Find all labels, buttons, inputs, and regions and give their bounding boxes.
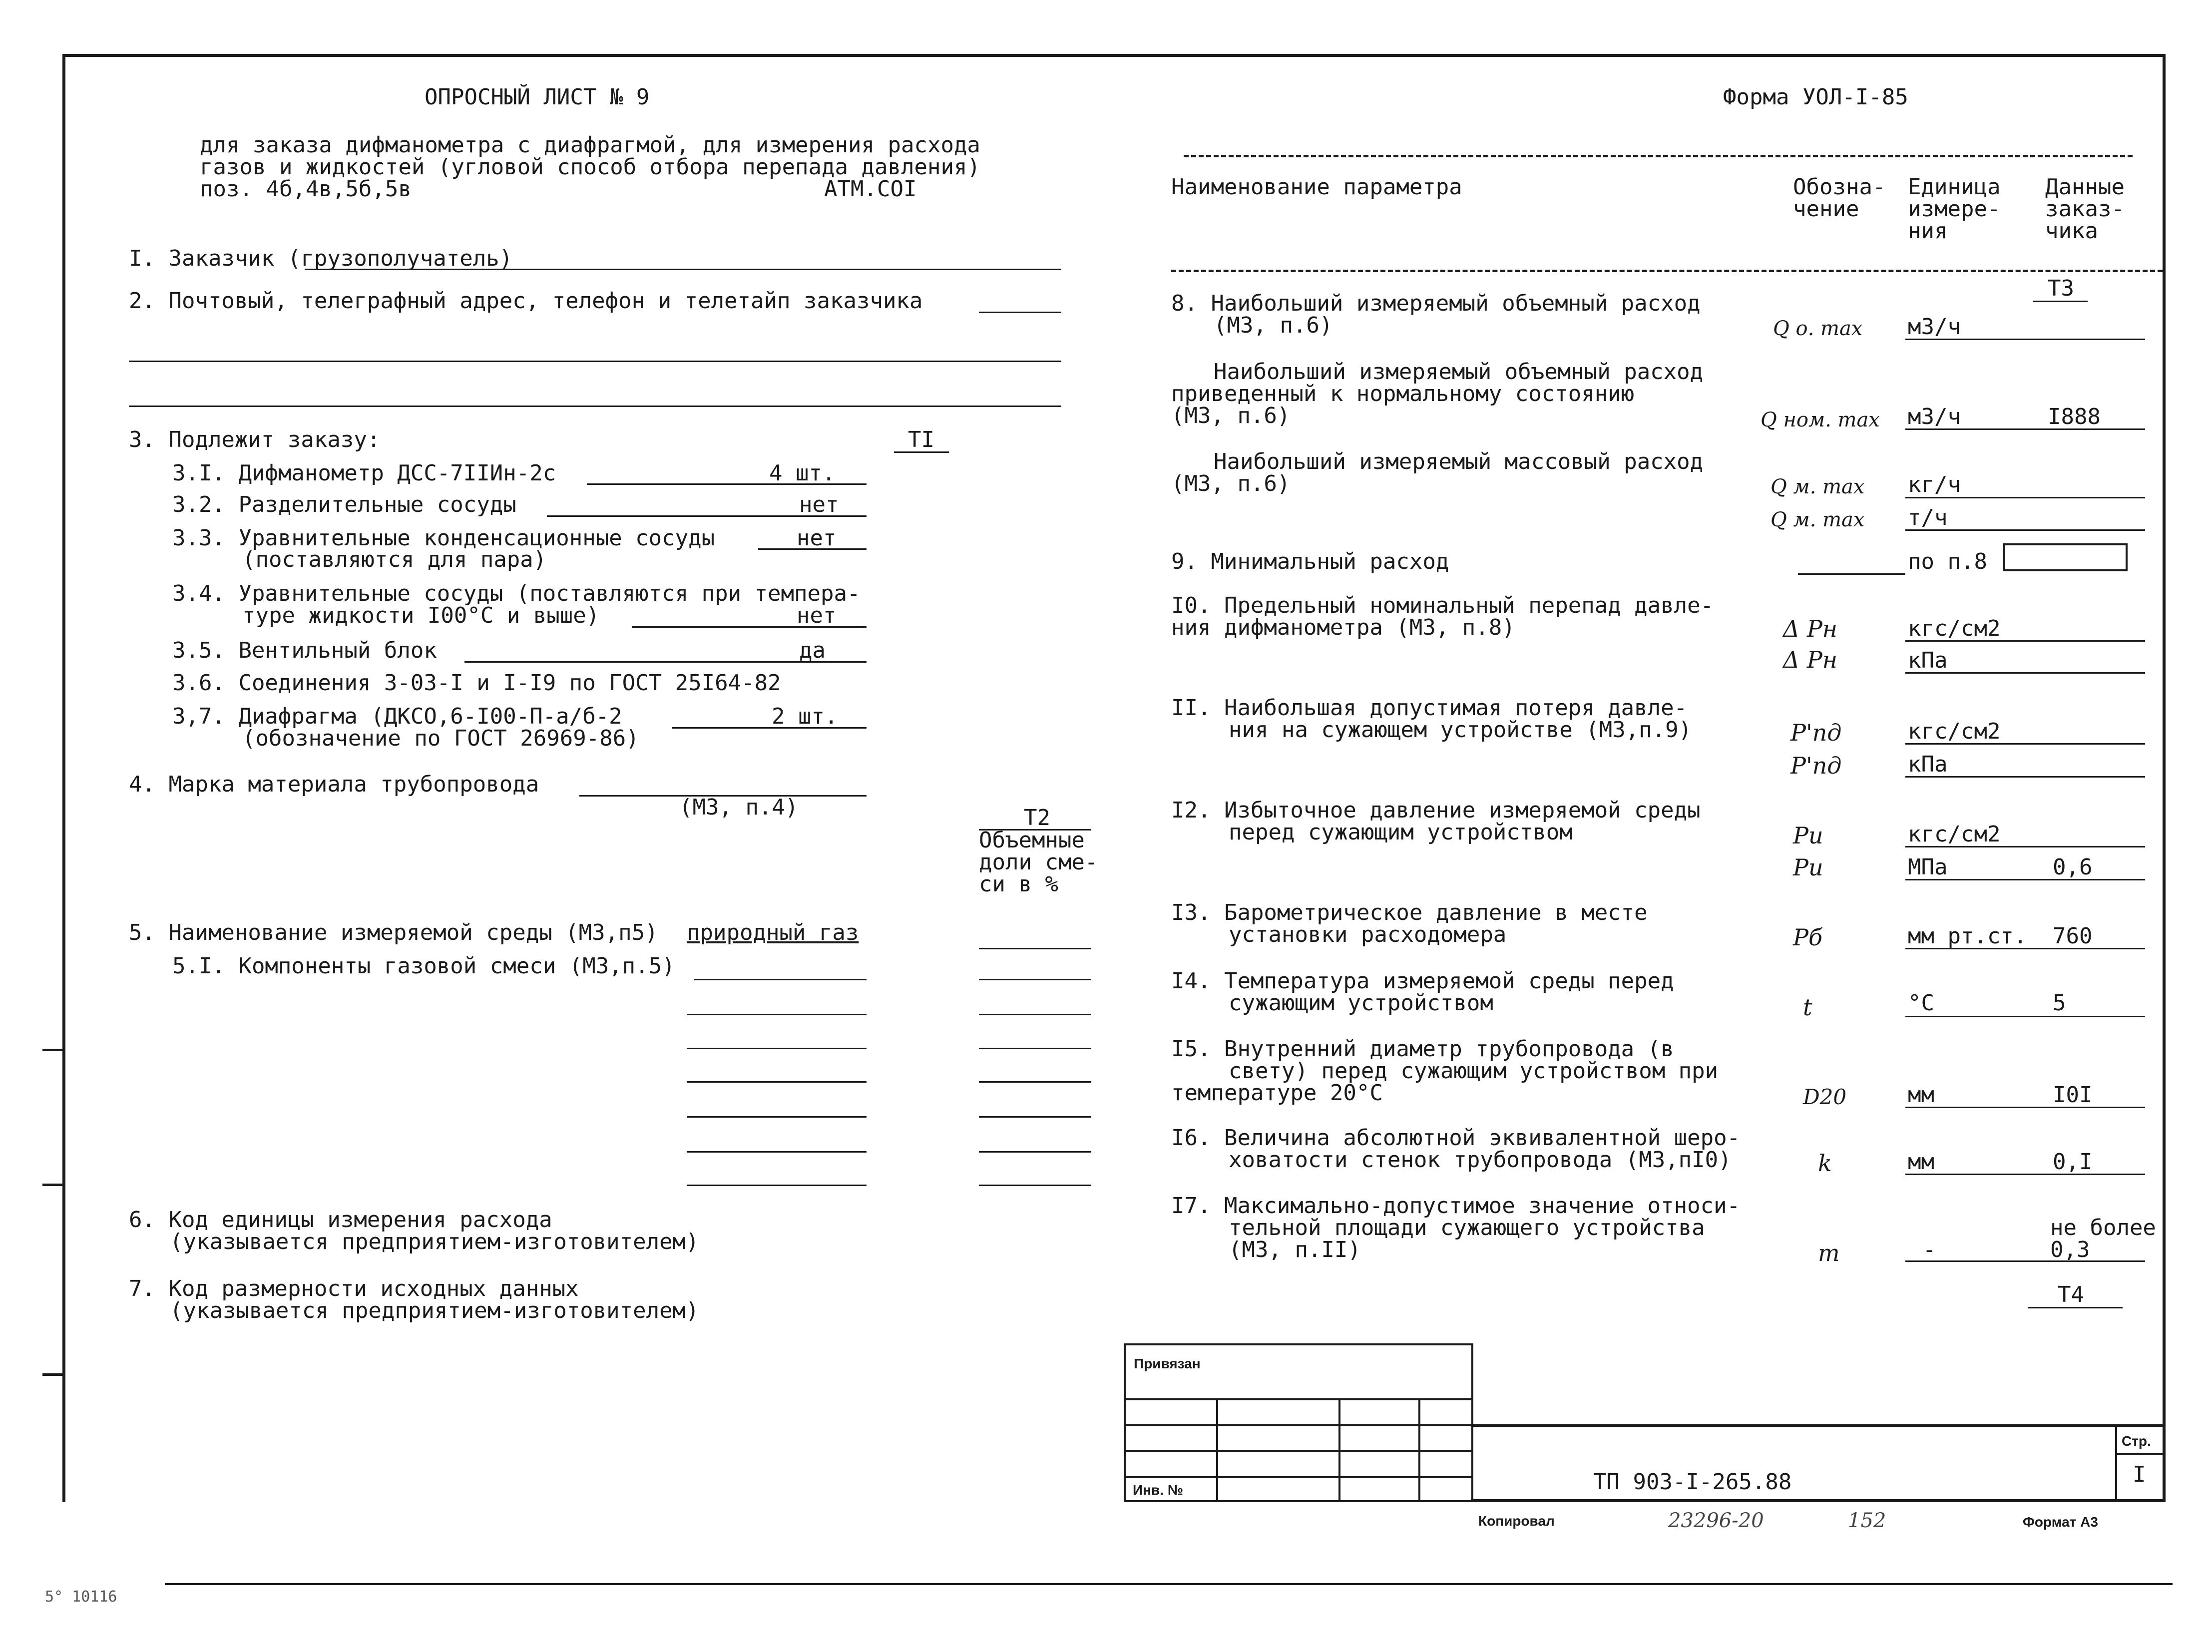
- param-16-line-2: ховатости стенок трубопровода (МЗ,пI0): [1229, 1147, 1732, 1173]
- param-11-symbol-1: P'пд: [1790, 719, 1842, 746]
- item-3-7-value: 2 шт.: [772, 704, 838, 729]
- item-3-5-value: да: [799, 638, 826, 663]
- param-12-symbol-1: Pи: [1793, 822, 1823, 849]
- frame-right: [2163, 54, 2166, 1502]
- param-9-unit: по п.8: [1908, 549, 1987, 574]
- param-17-unit: -: [1923, 1237, 1936, 1262]
- stamp-h-1: [1124, 1398, 1473, 1400]
- item-5-1-line-2[interactable]: [687, 1014, 867, 1015]
- param-10-symbol-1: Δ Pн: [1783, 615, 1838, 642]
- param-16-line-1: I6. Величина абсолютной эквивалентной шеро-: [1171, 1125, 1741, 1151]
- item-3-4-line[interactable]: [632, 626, 867, 628]
- param-15-symbol: D20: [1803, 1085, 1847, 1109]
- item-3-4-value: нет: [797, 603, 837, 628]
- param-12-unit-2: МПа: [1908, 854, 1948, 880]
- item-3-4-line-2: туре жидкости I00°С и выше): [242, 603, 600, 628]
- param-12-line-2: перед сужающим устройством: [1229, 820, 1573, 845]
- param-16-line-field[interactable]: [1905, 1174, 2145, 1175]
- page-box-divider: [2115, 1453, 2165, 1455]
- item-3: 3. Подлежит заказу:: [129, 427, 381, 452]
- param-8-line-2: (МЗ, п.6): [1214, 313, 1333, 338]
- param-14-line-field[interactable]: [1905, 1016, 2145, 1017]
- param-8c-unit: м3/ч: [1908, 404, 1961, 429]
- param-8-unit: м3/ч: [1908, 314, 1961, 340]
- mix-header-2: доли сме-: [979, 849, 1098, 875]
- left-tick-1: [42, 1049, 62, 1051]
- param-9-value-box[interactable]: [2003, 543, 2128, 571]
- item-3-2-line[interactable]: [547, 515, 867, 517]
- param-8c-line-3: (МЗ, п.6): [1171, 403, 1291, 428]
- param-17-value-1: не более: [2050, 1215, 2156, 1240]
- param-10-line-1: I0. Предельный номинальный перепад давле-: [1171, 593, 1714, 618]
- margin-code: 5° 10116: [45, 1588, 117, 1606]
- param-11-symbol-2: P'пд: [1790, 752, 1842, 779]
- mix-line-7[interactable]: [979, 1151, 1091, 1153]
- item-5-1: 5.I. Компоненты газовой смеси (МЗ,п.5): [172, 953, 675, 979]
- param-10-line-2-field[interactable]: [1905, 672, 2145, 674]
- form-code: Форма УОЛ-I-85: [1723, 84, 1908, 110]
- stamp-h-3: [1124, 1450, 1473, 1452]
- param-8c-line[interactable]: [1905, 428, 2145, 430]
- title-block-top: [1471, 1424, 2165, 1427]
- col-header-unit-1: Единица: [1908, 174, 2001, 200]
- param-8-unit-line[interactable]: [1905, 339, 2145, 340]
- item-1-line[interactable]: [305, 269, 1061, 270]
- header-dash-top: [1184, 155, 2133, 157]
- copied-number: 23296-20: [1668, 1509, 1764, 1532]
- left-tick-2: [42, 1184, 62, 1186]
- item-2-line-2[interactable]: [129, 361, 1061, 362]
- item-3-1-value: 4 шт.: [769, 460, 836, 486]
- param-15-value: I0I: [2053, 1082, 2093, 1108]
- title-block-doc: ТП 903-I-265.88: [1593, 1469, 1792, 1495]
- param-8d-line-1-field[interactable]: [1905, 497, 2145, 498]
- param-17-line-2: тельной площади сужающего устройства: [1229, 1215, 1705, 1240]
- mix-line-5[interactable]: [979, 1081, 1091, 1083]
- tag-t1: TI: [908, 427, 934, 452]
- param-15-line-field[interactable]: [1905, 1107, 2145, 1108]
- format-label: Формат А3: [2023, 1514, 2098, 1530]
- mix-line-1[interactable]: [979, 948, 1091, 949]
- mix-header-3: си в %: [979, 871, 1058, 897]
- item-2: 2. Почтовый, телеграфный адрес, телефон и телетайп заказчика: [129, 288, 923, 314]
- tag-t3: Т3: [2048, 276, 2074, 301]
- col-header-designation-1: Обозна-: [1793, 174, 1886, 200]
- param-11-line-2: ния на сужающем устройстве (МЗ,п.9): [1229, 717, 1692, 743]
- param-13-line-2: установки расходомера: [1229, 922, 1507, 947]
- item-3-7-line-2: (обозначение по ГОСТ 26969-86): [242, 726, 639, 751]
- item-3-3-line-1: 3.3. Уравнительные конденсационные сосуды: [172, 525, 715, 551]
- param-8-symbol: Q о. max: [1773, 317, 1863, 340]
- stamp-h-4: [1124, 1476, 1473, 1478]
- param-16-unit: мм: [1908, 1149, 1934, 1175]
- header-dash-bottom: [1171, 270, 2163, 272]
- item-5-1-line-4[interactable]: [687, 1081, 867, 1083]
- param-8-line-1: 8. Наибольший измеряемый объемный расход: [1171, 291, 1701, 316]
- item-5-value: природный газ: [687, 920, 859, 945]
- param-13-line-field[interactable]: [1905, 948, 2145, 949]
- param-8d-line-1: Наибольший измеряемый массовый расход: [1214, 449, 1704, 474]
- param-15-line-1: I5. Внутренний диаметр трубопровода (в: [1171, 1036, 1674, 1062]
- page-label: Стр.: [2122, 1433, 2151, 1449]
- item-3-7-line[interactable]: [672, 727, 867, 729]
- bottom-edge-line: [165, 1583, 2173, 1585]
- param-8c-line-1: Наибольший измеряемый объемный расход: [1214, 359, 1704, 385]
- tag-t3-line: [2033, 301, 2088, 302]
- stamp-v-1: [1216, 1398, 1218, 1502]
- param-14-symbol: t: [1803, 994, 1812, 1021]
- item-7-line-1: 7. Код размерности исходных данных: [129, 1276, 579, 1301]
- param-8d-unit-2: т/ч: [1908, 505, 1948, 530]
- col-header-unit-2: измере-: [1908, 196, 2001, 222]
- subtitle-line-1: для заказа дифманометра с диафрагмой, для измерения расхода: [200, 132, 980, 158]
- param-8d-symbol-2: Q м. max: [1770, 508, 1865, 531]
- param-8d-line-2: (МЗ, п.6): [1171, 471, 1291, 496]
- frame-left: [62, 54, 65, 1502]
- page-number: I: [2133, 1462, 2146, 1487]
- stamp-inv-label: Инв. №: [1133, 1482, 1184, 1498]
- left-tick-3: [42, 1373, 62, 1376]
- mix-line-4[interactable]: [979, 1048, 1091, 1049]
- tag-t1-line: [894, 451, 949, 453]
- mix-line-8[interactable]: [979, 1185, 1091, 1186]
- param-17-value-2: 0,3: [2050, 1237, 2090, 1262]
- param-11-line-1-field[interactable]: [1905, 743, 2145, 745]
- item-3-5-line[interactable]: [464, 661, 867, 663]
- param-10-line-2: ния дифманометра (МЗ, п.8): [1171, 615, 1515, 640]
- param-11-unit-2: кПа: [1908, 752, 1948, 777]
- param-8d-line-2-field[interactable]: [1905, 529, 2145, 531]
- frame-bottom-right: [1471, 1499, 2165, 1502]
- param-12-line-1: I2. Избыточное давление измеряемой среды: [1171, 798, 1701, 823]
- tag-t4-line: [2028, 1307, 2123, 1308]
- item-2-line-3[interactable]: [129, 406, 1061, 407]
- tag-t2: Т2: [1024, 805, 1050, 830]
- param-11-line-1: II. Наибольшая допустимая потеря давле-: [1171, 695, 1688, 721]
- param-12-symbol-2: Pи: [1793, 854, 1823, 881]
- param-17-line-1: I7. Максимально-допустимое значение относи-: [1171, 1193, 1741, 1219]
- param-13-symbol: Pб: [1793, 924, 1823, 951]
- col-header-designation-2: чение: [1793, 196, 1859, 222]
- item-5-1-line-3[interactable]: [687, 1048, 867, 1049]
- param-11-unit-1: кгс/см2: [1908, 719, 2001, 744]
- param-16-symbol: k: [1818, 1150, 1832, 1177]
- param-13-line-1: I3. Барометрическое давление в месте: [1171, 900, 1648, 925]
- sheet-number: 152: [1848, 1509, 1886, 1532]
- param-17-line-field[interactable]: [1905, 1260, 2145, 1262]
- param-12-line-1-field[interactable]: [1905, 846, 2145, 847]
- item-5-1-line-5[interactable]: [687, 1116, 867, 1118]
- param-8c-value: I888: [2048, 404, 2101, 429]
- param-14-unit: °С: [1908, 990, 1934, 1016]
- param-15-line-2: свету) перед сужающим устройством при: [1229, 1058, 1719, 1084]
- mix-line-6[interactable]: [979, 1116, 1091, 1118]
- stamp-h-2: [1124, 1424, 1473, 1426]
- copied-label: Копировал: [1478, 1513, 1555, 1529]
- param-12-unit-1: кгс/см2: [1908, 822, 2001, 847]
- item-3-5: 3.5. Вентильный блок: [172, 638, 437, 663]
- param-17-line-3: (МЗ, п.II): [1229, 1237, 1361, 1262]
- item-3-1: 3.I. Дифманометр ДСС-7IIИн-2с: [172, 460, 556, 486]
- item-3-3-line[interactable]: [758, 548, 867, 550]
- param-14-value: 5: [2053, 990, 2066, 1016]
- item-3-2: 3.2. Разделительные сосуды: [172, 492, 516, 517]
- mix-header-1: Объемные: [979, 827, 1085, 853]
- param-9-symbol-line[interactable]: [1798, 573, 1905, 575]
- param-11-line-2-field[interactable]: [1905, 776, 2145, 778]
- param-15-line-3: температуре 20°С: [1171, 1080, 1383, 1106]
- frame-top: [62, 54, 2165, 57]
- param-12-line-2-field[interactable]: [1905, 879, 2145, 880]
- param-13-value: 760: [2053, 923, 2093, 949]
- param-13-unit: мм рт.ст.: [1908, 923, 2027, 949]
- stamp-v-2: [1338, 1398, 1340, 1502]
- param-10-line-1-field[interactable]: [1905, 640, 2145, 642]
- item-4-ref: (МЗ, п.4): [679, 795, 799, 820]
- param-9: 9. Минимальный расход: [1171, 549, 1449, 574]
- col-header-data-3: чика: [2045, 218, 2098, 244]
- item-6-line-1: 6. Код единицы измерения расхода: [129, 1207, 552, 1233]
- item-5: 5. Наименование измеряемой среды (МЗ,п5): [129, 920, 658, 945]
- item-1: I. Заказчик (грузополучатель): [129, 246, 513, 271]
- param-10-unit-1: кгс/см2: [1908, 616, 2001, 641]
- param-16-value: 0,I: [2053, 1149, 2093, 1175]
- param-14-line-2: сужающим устройством: [1229, 990, 1493, 1016]
- stamp-bound-label: Привязан: [1134, 1356, 1201, 1371]
- item-5-1-line-7[interactable]: [687, 1185, 867, 1186]
- item-3-3-line-2: (поставляются для пара): [242, 547, 547, 572]
- item-2-line[interactable]: [979, 312, 1061, 313]
- col-header-name: Наименование параметра: [1171, 174, 1462, 200]
- col-header-data-1: Данные: [2045, 174, 2125, 200]
- mix-line-3[interactable]: [979, 1014, 1091, 1015]
- param-10-unit-2: кПа: [1908, 648, 1948, 673]
- item-3-3-value: нет: [797, 525, 837, 551]
- stamp-v-3: [1418, 1398, 1420, 1502]
- param-8d-symbol-1: Q м. max: [1770, 475, 1865, 498]
- param-15-unit: мм: [1908, 1082, 1934, 1108]
- item-4: 4. Марка материала трубопровода: [129, 772, 539, 797]
- item-7-line-2: (указывается предприятием-изготовителем): [170, 1298, 699, 1323]
- col-header-unit-3: ния: [1908, 218, 1948, 244]
- param-8c-symbol: Q ном. max: [1761, 409, 1880, 431]
- item-3-2-value: нет: [799, 492, 839, 517]
- subtitle-line-2: газов и жидкостей (угловой способ отбора перепада давления): [200, 154, 980, 180]
- sheet-title: ОПРОСНЫЙ ЛИСТ № 9: [425, 84, 650, 110]
- tag-t4: Т4: [2058, 1282, 2084, 1307]
- mix-line-2[interactable]: [979, 979, 1091, 980]
- item-3-7-line-1: 3,7. Диафрагма (ДКСО,6-I00-П-а/б-2: [172, 704, 622, 729]
- item-6-line-2: (указывается предприятием-изготовителем): [170, 1229, 699, 1254]
- subtitle-line-3: поз. 4б,4в,5б,5в: [200, 176, 412, 202]
- param-12-value: 0,6: [2053, 854, 2093, 880]
- item-3-1-line[interactable]: [587, 483, 867, 485]
- item-5-1-line-6[interactable]: [687, 1151, 867, 1153]
- col-header-data-2: заказ-: [2045, 196, 2125, 222]
- doc-code: АТМ.СОI: [824, 176, 917, 202]
- param-8c-line-2: приведенный к нормальному состоянию: [1171, 381, 1635, 407]
- item-3-6: 3.6. Соединения 3-03-I и I-I9 по ГОСТ 25I64-82: [172, 670, 781, 696]
- param-14-line-1: I4. Температура измеряемой среды перед: [1171, 968, 1674, 994]
- item-5-1-line-1[interactable]: [694, 979, 867, 980]
- item-3-4-line-1: 3.4. Уравнительные сосуды (поставляются при темпера-: [172, 581, 861, 606]
- param-10-symbol-2: Δ Pн: [1783, 646, 1838, 673]
- param-17-symbol: m: [1818, 1239, 1840, 1266]
- param-8d-unit-1: кг/ч: [1908, 472, 1961, 497]
